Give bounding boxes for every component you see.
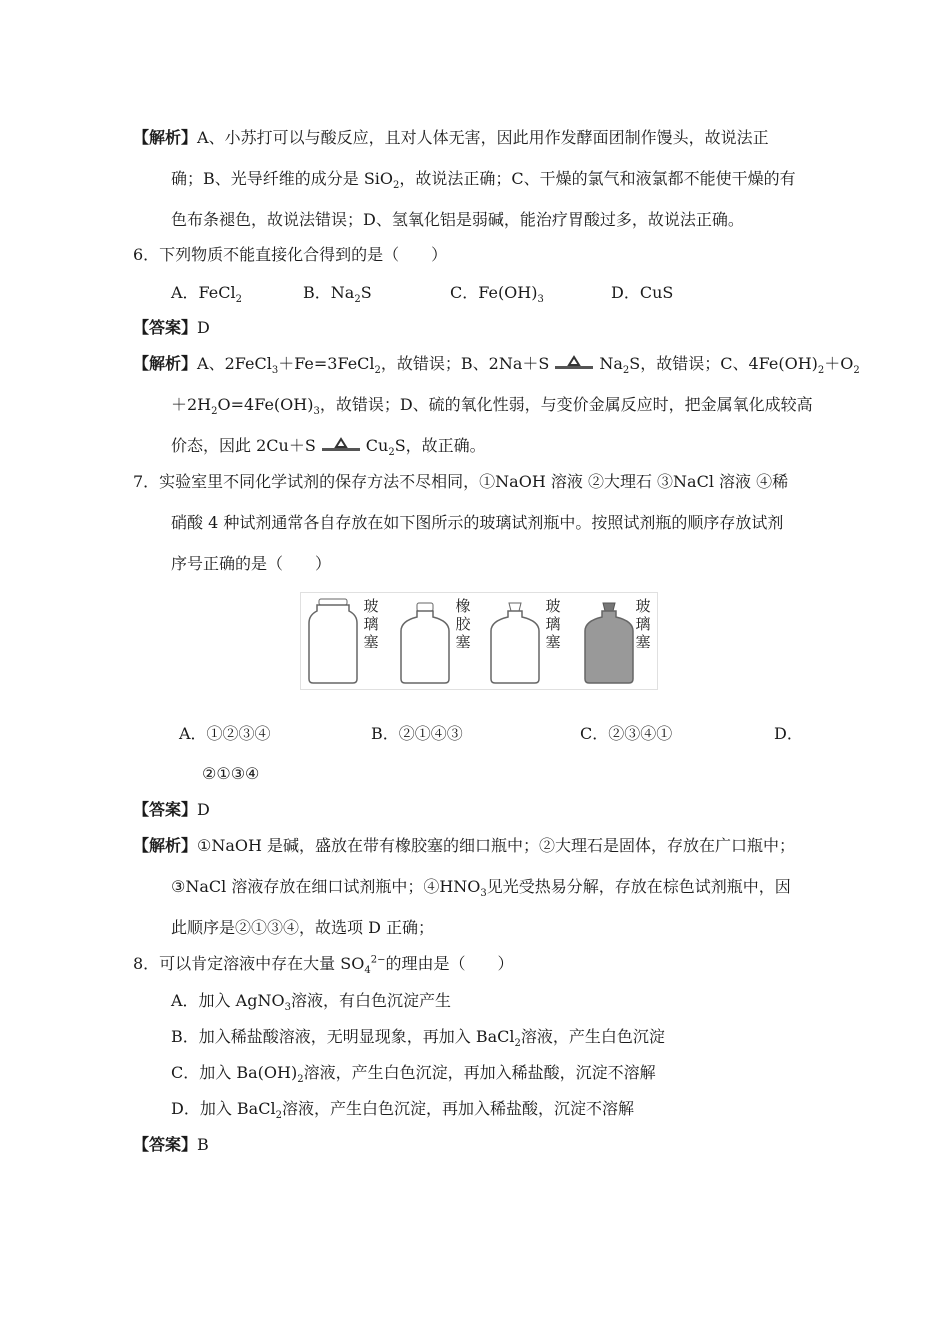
subscript: 2: [297, 1074, 304, 1086]
option-text: B．Na: [303, 283, 355, 302]
analysis-label: 【解析】: [133, 354, 198, 373]
answer-label: 【答案】: [133, 800, 198, 819]
text: ，故错误；D、硫的氧化性弱，与变价金属反应时，把金属氧化成较高: [319, 395, 813, 414]
q7-stem-1: 7．实验室里不同化学试剂的保存方法不尽相同，①NaOH 溶液 ②大理石 ③NaCl 溶液 ④稀: [133, 472, 789, 491]
answer-label: 【答案】: [133, 318, 198, 337]
q6-option-d[interactable]: D．CuS: [611, 283, 674, 302]
heat-condition-icon: [321, 437, 361, 458]
text: D．加入 BaCl: [171, 1099, 276, 1118]
reagent-bottles-figure: [300, 592, 658, 690]
subscript: 2: [393, 180, 400, 192]
text: 溶液，产生白色沉淀，再加入稀盐酸，沉淀不溶解: [281, 1099, 634, 1118]
answer-label: 【答案】: [133, 1135, 198, 1154]
q7-stem-3: 序号正确的是（ ）: [171, 554, 332, 573]
text: ，故错误；B、2Na＋S: [380, 354, 550, 373]
text: 溶液，有白色沉淀产生: [290, 991, 451, 1010]
option-text: C．Fe(OH): [450, 283, 538, 302]
text: Na: [599, 354, 623, 373]
subscript: 3: [271, 365, 279, 377]
text: ①NaOH 是碱，盛放在带有橡胶塞的细口瓶中；②大理石是固体，存放在广口瓶中；: [197, 836, 796, 855]
q5-analysis-line-1: [133, 128, 769, 148]
q8-option-d[interactable]: [171, 1099, 634, 1122]
wide-mouth-bottle-icon: [305, 597, 361, 685]
q6-option-c[interactable]: [450, 283, 544, 306]
q5-analysis-text: ，故说法正确；C、干燥的氯气和液氯都不能使干燥的有: [399, 169, 796, 188]
q6-analysis-line-1: [133, 354, 860, 376]
q8-answer: [133, 1135, 209, 1155]
option-text: S: [360, 283, 372, 302]
q8-stem: [133, 954, 514, 977]
text: 的理由是（ ）: [385, 954, 514, 973]
text: 价态，因此 2Cu＋S: [171, 436, 316, 455]
subscript: 3: [313, 406, 320, 418]
rubber-stopper-bottle-icon: [397, 601, 453, 685]
subscript: 3: [284, 1002, 291, 1014]
q6-stem: 6．下列物质不能直接化合得到的是（ ）: [133, 245, 448, 264]
text: ＋2H: [171, 395, 212, 414]
q6-analysis-line-3: [171, 436, 486, 458]
q7-option-c[interactable]: C．②③④①: [580, 724, 673, 743]
bottle-3-label: 玻璃塞: [545, 597, 561, 651]
q7-analysis-line-2: [171, 877, 791, 900]
subscript: 2: [374, 365, 381, 377]
text: 溶液，产生白色沉淀，再加入稀盐酸，沉淀不溶解: [303, 1063, 656, 1082]
text: C．加入 Ba(OH): [171, 1063, 298, 1082]
q5-analysis-text: 色布条褪色，故说法错误；D、氢氧化铝是弱碱，能治疗胃酸过多，故说法正确。: [171, 210, 744, 229]
q8-option-b[interactable]: [171, 1027, 665, 1050]
subscript: 4: [364, 965, 371, 977]
answer-value: B: [197, 1135, 209, 1154]
q5-analysis-text: A、小苏打可以与酸反应，且对人体无害，因此用作发酵面团制作馒头，故说法正: [197, 128, 769, 147]
bottle-2-label: 橡胶塞: [455, 597, 471, 651]
q6-analysis-line-2: [171, 395, 813, 418]
narrow-mouth-bottle-icon: [487, 601, 543, 685]
q7-option-a[interactable]: A．①②③④: [179, 724, 271, 743]
q7-answer: [133, 800, 210, 820]
text: O=4Fe(OH): [217, 395, 314, 414]
subscript: 2: [275, 1110, 282, 1122]
q7-stem-2: 硝酸 4 种试剂通常各自存放在如下图所示的玻璃试剂瓶中。按照试剂瓶的顺序存放试剂: [171, 513, 784, 532]
text: 8．可以肯定溶液中存在大量 SO: [133, 954, 365, 973]
brown-bottle-icon: [581, 601, 637, 685]
q6-answer: [133, 318, 210, 338]
option-text: A．FeCl: [171, 283, 236, 302]
answer-value: D: [197, 800, 210, 819]
text: S，故正确。: [394, 436, 486, 455]
subscript: 3: [537, 294, 544, 306]
subscript: 2: [235, 294, 242, 306]
q5-analysis-line-2: [171, 169, 796, 192]
subscript: 2: [622, 365, 630, 377]
superscript: 2−: [370, 954, 386, 966]
text: B．加入稀盐酸溶液，无明显现象，再加入 BaCl: [171, 1027, 515, 1046]
q5-analysis-line-3: [171, 210, 744, 230]
heat-condition-icon: [554, 355, 594, 376]
text: S，故错误；C、4Fe(OH): [629, 354, 818, 373]
subscript: 2: [211, 406, 218, 418]
bottle-4-label: 玻璃塞: [635, 597, 651, 651]
analysis-label: 【解析】: [133, 836, 198, 855]
text: ＋O: [824, 354, 854, 373]
q5-analysis-text: 确；B、光导纤维的成分是 SiO: [171, 169, 394, 188]
answer-value: D: [197, 318, 210, 337]
subscript: 2: [388, 447, 395, 459]
q7-analysis-line-1: [133, 836, 795, 856]
q6-option-a[interactable]: [171, 283, 242, 306]
subscript: 2: [817, 365, 825, 377]
text: A、2FeCl: [197, 354, 272, 373]
q7-option-d-value: ②①③④: [202, 764, 260, 783]
text: Cu: [365, 436, 389, 455]
q7-option-b[interactable]: B．②①④③: [371, 724, 463, 743]
analysis-label: 【解析】: [133, 128, 198, 147]
subscript: 2: [853, 365, 860, 377]
text: ③NaCl 溶液存放在细口试剂瓶中；④HNO: [171, 877, 481, 896]
subscript: 2: [514, 1038, 521, 1050]
subscript: 3: [480, 888, 487, 900]
text: ＋Fe=3FeCl: [278, 354, 375, 373]
q7-analysis-line-3: 此顺序是②①③④，故选项 D 正确；: [171, 918, 435, 937]
text: 溶液，产生白色沉淀: [520, 1027, 665, 1046]
q7-option-d[interactable]: D．: [774, 724, 803, 743]
bottle-1-label: 玻璃塞: [363, 597, 379, 651]
text: 见光受热易分解，存放在棕色试剂瓶中，因: [486, 877, 791, 896]
text: A．加入 AgNO: [171, 991, 285, 1010]
q6-option-b[interactable]: [303, 283, 372, 306]
q8-option-a[interactable]: [171, 991, 451, 1014]
subscript: 2: [354, 294, 361, 306]
q8-option-c[interactable]: [171, 1063, 656, 1086]
